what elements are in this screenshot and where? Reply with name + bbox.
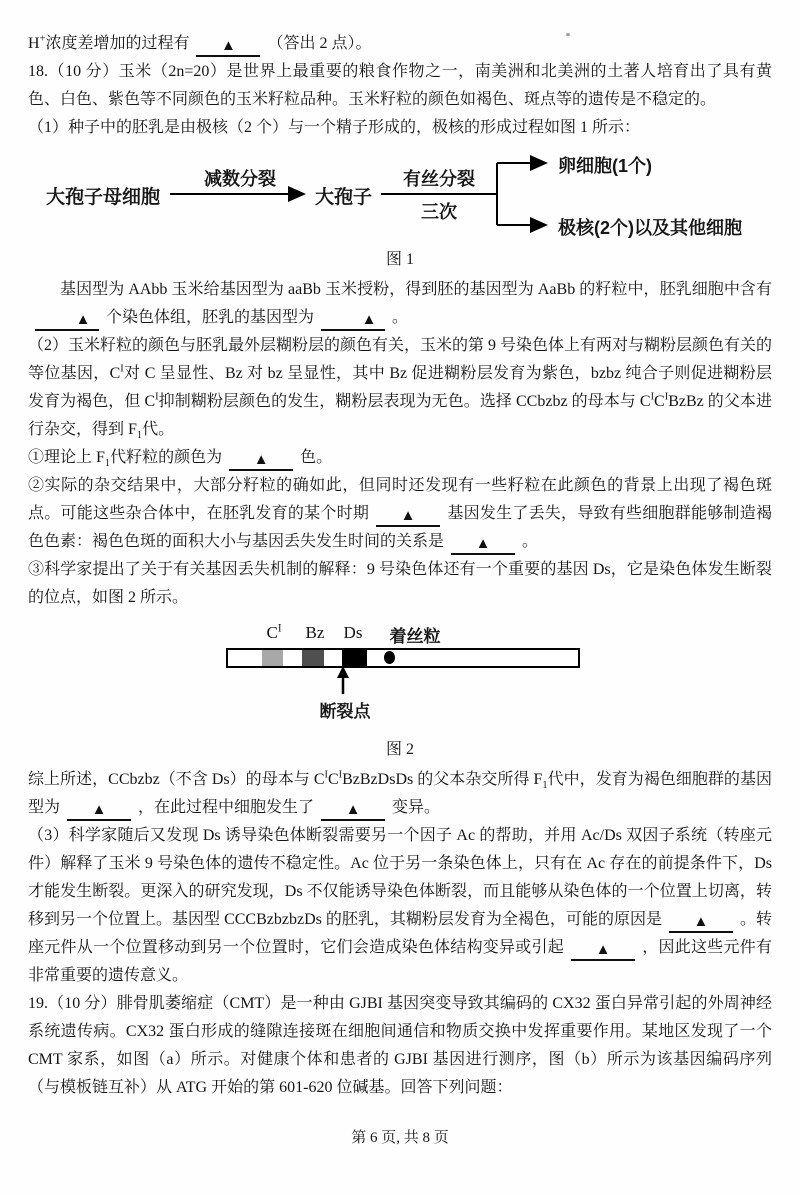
- answer-blank: [571, 942, 635, 961]
- node-egg-cell: 卵细胞(1个): [558, 156, 652, 176]
- text-run: 抑制糊粉层颜色的发生，糊粉层表现为无色。选择 CCbzbz 的母本与 C: [158, 393, 651, 410]
- text-run: BzBzDsDs 的父本杂交所得 F: [342, 771, 543, 788]
- label-ds-gene: Ds: [343, 623, 363, 642]
- subscript: 1: [542, 780, 548, 792]
- superscript: I: [155, 391, 159, 403]
- superscript: I: [650, 391, 655, 403]
- answer-blank: [229, 452, 293, 471]
- label-meiosis: 减数分裂: [204, 169, 276, 189]
- text-run: 代籽粒的颜色为: [110, 449, 223, 466]
- text-run: 代。: [142, 421, 175, 438]
- triangle-marker: ▲: [221, 38, 236, 54]
- paragraph: [28, 332, 772, 444]
- subscript: 1: [104, 458, 111, 470]
- paragraph-group-middle: [28, 276, 772, 612]
- text-run: H: [28, 35, 40, 52]
- paragraph: [28, 30, 772, 58]
- scan-artifact-dot: [566, 33, 570, 36]
- triangle-marker: ▲: [75, 312, 91, 328]
- page-footer: 第 6 页, 共 8 页: [351, 1130, 449, 1146]
- text-run: 基因发生了丢失，导致有些细胞群能够制造褐色色素：褐色色斑的面积大小与基因丢失发生时间的关系是: [28, 505, 772, 550]
- answer-blank: [376, 508, 440, 527]
- text-run: 。: [522, 533, 539, 550]
- text-run: （1）种子中的胚乳是由极核（2 个）与一个精子形成的，极核的形成过程如图 1 所示：: [28, 119, 641, 136]
- subscript: 1: [136, 430, 143, 442]
- paragraph: [28, 58, 772, 114]
- text-run: 浓度差增加的过程有: [45, 35, 190, 52]
- node-megaspore: 大孢子: [315, 187, 373, 208]
- figure-2-chromosome-diagram: [28, 618, 772, 764]
- answer-blank: [451, 536, 515, 555]
- paragraph: [28, 472, 772, 556]
- triangle-marker: ▲: [595, 942, 611, 958]
- text-run: 个染色体组，胚乳的基因型为: [106, 309, 315, 326]
- text-run: （2）玉米籽粒的颜色与胚乳最外层糊粉层的颜色有关，玉米的第 9 号染色体上有两对与糊粉层颜色有关的等位基因，C: [28, 337, 773, 382]
- answer-blank: [669, 914, 733, 933]
- label-bz-gene: Bz: [305, 623, 325, 642]
- answer-blank: [321, 802, 385, 821]
- text-run: 对 C 呈显性、Bz 对 bz 呈显性，其中 Bz 促进糊粉层发育为紫色，bzbz 纯合子则促进糊粉层发育为褐色，但 C: [28, 365, 772, 410]
- text-run: ③科学家提出了关于有关基因丢失机制的解释：9 号染色体还有一个重要的基因 Ds，它是染色体发生断裂的位点，如图 2 所示。: [28, 561, 772, 606]
- paragraph: [28, 990, 772, 1102]
- triangle-marker: ▲: [345, 802, 361, 818]
- label-mitosis: 有丝分裂: [403, 169, 475, 189]
- text-run: （答出 2 点）。: [267, 35, 372, 52]
- answer-blank: [321, 312, 385, 331]
- node-megaspore-mother-cell: 大孢子母细胞: [46, 187, 161, 208]
- triangle-marker: ▲: [400, 508, 416, 524]
- superscript: I: [120, 363, 124, 375]
- text-run: 19.（10 分）腓骨肌萎缩症（CMT）是一种由 GJBI 基因突变导致其编码的 CX32 蛋白异常引起的外周神经系统遗传病。CX32 蛋白形成的缝隙连接斑在细胞间通信和物质交换中发挥重要作用。某地区发现了一个 CMT 家系，如图（a）所示。对健康个体和患者的 GJBI 基因进行测序，图（b）所示为该基因编码序列（与模板链互补）从 ATG 开始的第 601-620 位碱基。回答下列问题：: [28, 995, 772, 1096]
- paragraph: [28, 114, 772, 142]
- answer-blank: [196, 38, 260, 57]
- triangle-marker: ▲: [361, 312, 377, 328]
- text-run: 。转座元件从一个位置移动到另一个位置时，它们会造成染色体结构变异或引起: [28, 911, 772, 956]
- text-run: ，在此过程中细胞发生了: [138, 799, 315, 816]
- text-run: BzBz 的父本进行杂交，得到 F: [28, 393, 772, 438]
- text-run: ，因此这些元件有非常重要的遗传意义。: [28, 939, 772, 984]
- text-run: C: [327, 771, 339, 788]
- text-run: ②实际的杂交结果中，大部分籽粒的确如此，但同时还发现有一些籽粒在此颜色的背景上出现了褐色斑点。可能这些杂合体中，在胚乳发育的某个时期: [28, 477, 772, 522]
- label-three-times: 三次: [421, 202, 457, 222]
- triangle-marker: ▲: [475, 536, 491, 552]
- text-run: 色。: [300, 449, 333, 466]
- label-ci-gene: $C^I$: [266, 622, 282, 642]
- label-breakpoint: 断裂点: [319, 702, 371, 721]
- triangle-marker: ▲: [693, 914, 709, 930]
- paragraph: [28, 556, 772, 612]
- text-run: （3）科学家随后又发现 Ds 诱导染色体断裂需要另一个因子 Ac 的帮助，并用 Ac/Ds 双因子系统（转座元件）解释了玉米 9 号染色体的遗传不稳定性。Ac 位于另一条染色体上，只有在 Ac 存在的前提条件下，Ds 才能发生断裂。更深入的研究发现，Ds 不仅能诱导染色体断裂，而且能够从染色体的一个位置上切离，转移到另一个位置上。基因型 CCCBzbzbzDs 的胚乳，其糊粉层发育为全褐色，可能的原因是: [28, 827, 772, 928]
- text-run: 代中，发育为褐色细胞群的基因型为: [28, 771, 772, 816]
- text-run: 18.（10 分）玉米（2n=20）是世界上最重要的粮食作物之一，南美洲和北美洲的土著人培育出了具有黄色、白色、紫色等不同颜色的玉米籽粒品种。玉米籽粒的颜色如褐色、斑点等的遗传是不稳定的。: [28, 63, 772, 108]
- paragraph-group-top: [28, 30, 772, 142]
- answer-blank: [35, 312, 99, 331]
- text-run: 变异。: [392, 799, 441, 816]
- figure-1-polar-nuclei-diagram: [28, 150, 772, 272]
- paragraph: [28, 276, 772, 332]
- text-run: C: [654, 393, 665, 410]
- superscript: I: [664, 391, 669, 403]
- text-run: 综上所述，CCbzbz（不含 Ds）的母本与 C: [28, 771, 325, 788]
- node-polar-nuclei: 极核(2个)以及其他细胞: [558, 218, 742, 238]
- triangle-marker: ▲: [91, 802, 107, 818]
- answer-blank: [67, 802, 131, 821]
- text-run: 。: [392, 309, 409, 326]
- figure-2-caption: 图 2: [385, 741, 414, 758]
- text-run: 基因型为 AAbb 玉米给基因型为 aaBb 玉米授粉，得到胚的基因型为 AaBb 的籽粒中，胚乳细胞中含有: [60, 281, 772, 298]
- paragraph: [28, 766, 772, 822]
- paragraph: [28, 822, 772, 990]
- superscript: +: [39, 33, 46, 45]
- paragraph-group-bottom: [28, 766, 772, 1102]
- superscript: I: [324, 769, 328, 781]
- text-run: ①理论上 F: [28, 449, 105, 466]
- triangle-marker: ▲: [253, 452, 269, 468]
- superscript: I: [338, 769, 343, 781]
- label-centromere: 着丝粒: [389, 627, 441, 646]
- paragraph: [28, 444, 772, 472]
- figure-1-caption: 图 1: [385, 251, 414, 268]
